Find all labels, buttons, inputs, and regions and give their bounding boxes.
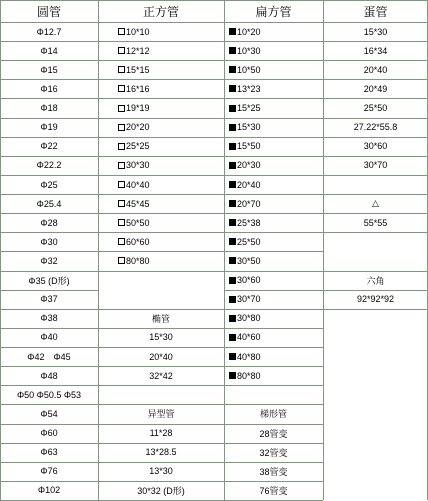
grid-vertical-line	[224, 0, 225, 500]
flat-tube-cell-text: 40*80	[237, 351, 261, 362]
flat-tube-cell[interactable]	[224, 118, 323, 137]
flat-tube-cell[interactable]	[224, 79, 323, 98]
open-square-icon	[118, 124, 125, 131]
grid-horizontal-line	[98, 481, 224, 482]
grid-horizontal-line	[0, 309, 98, 310]
special-tube-header[interactable]: 异型管	[147, 409, 175, 420]
grid-horizontal-line	[224, 156, 323, 157]
flat-tube-cell[interactable]	[224, 328, 323, 347]
filled-square-icon	[229, 85, 236, 92]
grid-horizontal-line	[0, 194, 98, 195]
square-tube-cell-text: 19*19	[126, 103, 150, 114]
open-square-icon	[118, 257, 125, 264]
grid-horizontal-line	[98, 328, 224, 329]
grid-horizontal-line	[323, 98, 428, 99]
grid-horizontal-line	[0, 251, 98, 252]
flat-tube-cell-text: 20*70	[237, 198, 261, 209]
grid-horizontal-line	[224, 137, 323, 138]
square-tube-cell-text: 16*16	[126, 83, 150, 94]
round-pipe-cell[interactable]: Φ30	[40, 236, 58, 247]
square-tube-cell[interactable]	[98, 232, 224, 251]
flat-tube-cell[interactable]	[224, 41, 323, 60]
grid-horizontal-line	[98, 309, 224, 310]
filled-square-icon	[229, 372, 236, 379]
grid-horizontal-line	[323, 271, 428, 272]
filled-square-icon	[229, 219, 236, 226]
grid-horizontal-line	[98, 232, 224, 233]
filled-square-icon	[229, 162, 236, 169]
grid-horizontal-line	[0, 156, 98, 157]
flat-tube-cell-text: 13*23	[237, 83, 261, 94]
grid-horizontal-line	[98, 385, 224, 386]
square-tube-cell-text: 12*12	[126, 45, 150, 56]
square-tube-cell-text: 25*25	[126, 141, 150, 152]
grid-vertical-line	[98, 0, 99, 500]
egg-tube-cell[interactable]: 25*50	[363, 103, 388, 114]
open-square-icon	[118, 143, 125, 150]
header-cell[interactable]: 扁方管	[255, 4, 292, 19]
trapezoid-tube-header[interactable]: 梯形管	[259, 409, 287, 420]
grid-horizontal-line	[0, 79, 98, 80]
flat-tube-cell-text: 80*80	[237, 370, 261, 381]
filled-square-icon	[229, 238, 236, 245]
grid-horizontal-line	[0, 60, 98, 61]
grid-horizontal-line	[323, 309, 428, 310]
open-square-icon	[118, 181, 125, 188]
grid-horizontal-line	[0, 22, 428, 23]
grid-horizontal-line	[0, 481, 98, 482]
grid-horizontal-line	[0, 98, 98, 99]
round-pipe-cell[interactable]: Φ40	[40, 332, 58, 343]
grid-horizontal-line	[224, 385, 323, 386]
egg-tube-cell[interactable]: 20*40	[363, 64, 388, 75]
special-tube-cell[interactable]: 11*28	[149, 428, 173, 439]
flat-tube-cell-text: 40*60	[237, 332, 261, 343]
grid-horizontal-line	[98, 462, 224, 463]
grid-horizontal-line	[323, 156, 428, 157]
grid-horizontal-line	[0, 175, 98, 176]
filled-square-icon	[229, 28, 236, 35]
round-pipe-cell[interactable]: Φ14	[40, 45, 58, 56]
flat-tube-cell-text: 25*50	[237, 236, 261, 247]
round-pipe-cell[interactable]: Φ76	[40, 466, 58, 477]
grid-horizontal-line	[323, 290, 428, 291]
grid-horizontal-line	[323, 79, 428, 80]
square-tube-cell-text: 45*45	[126, 198, 150, 209]
grid-horizontal-line	[224, 213, 323, 214]
flat-tube-cell[interactable]	[224, 232, 323, 251]
round-pipe-cell[interactable]: Φ60	[40, 428, 58, 439]
grid-horizontal-line	[98, 41, 224, 42]
filled-square-icon	[229, 257, 236, 264]
grid-horizontal-line	[0, 118, 98, 119]
grid-horizontal-line	[224, 328, 323, 329]
special-tube-cell[interactable]: 13*30	[149, 466, 173, 477]
square-tube-cell-text: 20*20	[126, 122, 150, 133]
square-tube-cell[interactable]	[98, 98, 224, 117]
round-pipe-cell[interactable]: Φ48	[40, 370, 58, 381]
grid-horizontal-line	[224, 79, 323, 80]
grid-horizontal-line	[224, 232, 323, 233]
flat-tube-cell-text: 10*50	[237, 64, 261, 75]
square-tube-cell-text: 50*50	[126, 217, 150, 228]
flat-tube-cell[interactable]	[224, 175, 323, 194]
flat-tube-cell[interactable]	[224, 366, 323, 385]
filled-square-icon	[229, 143, 236, 150]
grid-horizontal-line	[224, 443, 323, 444]
filled-square-icon	[229, 200, 236, 207]
flat-tube-cell-text: 30*60	[237, 275, 261, 286]
square-tube-cell-text: 80*80	[126, 255, 150, 266]
grid-horizontal-line	[0, 0, 428, 1]
grid-horizontal-line	[0, 385, 98, 386]
grid-horizontal-line	[98, 79, 224, 80]
grid-horizontal-line	[224, 175, 323, 176]
oval-tube-header[interactable]: 椭管	[151, 313, 170, 324]
grid-horizontal-line	[98, 60, 224, 61]
grid-horizontal-line	[224, 41, 323, 42]
square-tube-cell-text: 10*10	[126, 26, 150, 37]
grid-horizontal-line	[0, 424, 98, 425]
round-pipe-cell[interactable]: Φ28	[40, 217, 58, 228]
oval-tube-cell[interactable]: 32*42	[149, 370, 173, 381]
round-pipe-cell[interactable]: Φ16	[40, 83, 58, 94]
square-tube-cell[interactable]	[98, 41, 224, 60]
header-cell[interactable]: 蛋管	[363, 4, 388, 19]
grid-horizontal-line	[0, 271, 98, 272]
grid-horizontal-line	[224, 251, 323, 252]
oval-tube-cell[interactable]: 15*30	[149, 332, 173, 343]
grid-horizontal-line	[98, 175, 224, 176]
header-cell[interactable]: 圆管	[36, 4, 61, 19]
grid-vertical-line	[0, 0, 1, 500]
grid-horizontal-line	[0, 290, 98, 291]
grid-horizontal-line	[98, 98, 224, 99]
grid-horizontal-line	[0, 137, 98, 138]
egg-tube-cell[interactable]: 30*70	[363, 160, 388, 171]
filled-square-icon	[229, 296, 236, 303]
grid-horizontal-line	[224, 194, 323, 195]
grid-horizontal-line	[98, 271, 224, 272]
open-square-icon	[118, 85, 125, 92]
filled-square-icon	[229, 353, 236, 360]
square-tube-cell-text: 40*40	[126, 179, 150, 190]
grid-horizontal-line	[0, 404, 98, 405]
grid-horizontal-line	[224, 424, 323, 425]
flat-tube-cell[interactable]	[224, 60, 323, 79]
square-tube-cell-text: 30*30	[126, 160, 150, 171]
trapezoid-tube-cell[interactable]: 28管变	[259, 428, 288, 439]
flat-tube-cell[interactable]	[224, 137, 323, 156]
filled-square-icon	[229, 124, 236, 131]
grid-horizontal-line	[0, 443, 98, 444]
filled-square-icon	[229, 315, 236, 322]
open-square-icon	[118, 162, 125, 169]
grid-vertical-line	[323, 0, 324, 500]
trapezoid-tube-cell[interactable]: 76管变	[259, 485, 288, 496]
grid-horizontal-line	[224, 366, 323, 367]
grid-horizontal-line	[323, 232, 428, 233]
open-square-icon	[118, 105, 125, 112]
grid-horizontal-line	[0, 213, 98, 214]
flat-tube-cell-text: 15*50	[237, 141, 261, 152]
round-pipe-cell[interactable]: Φ37	[40, 294, 58, 305]
grid-horizontal-line	[98, 366, 224, 367]
grid-horizontal-line	[323, 194, 428, 195]
flat-tube-cell[interactable]	[224, 156, 323, 175]
grid-horizontal-line	[98, 347, 224, 348]
egg-tube-cell[interactable]: 15*30	[363, 26, 388, 37]
grid-horizontal-line	[98, 404, 224, 405]
round-pipe-cell[interactable]: Φ15	[40, 64, 58, 75]
flat-tube-cell[interactable]	[224, 22, 323, 41]
open-square-icon	[118, 28, 125, 35]
open-square-icon	[118, 47, 125, 54]
flat-tube-cell[interactable]	[224, 213, 323, 232]
square-tube-cell-text: 15*15	[126, 64, 150, 75]
square-tube-cell[interactable]	[98, 175, 224, 194]
grid-horizontal-line	[224, 462, 323, 463]
flat-tube-cell-text: 30*50	[237, 255, 261, 266]
filled-square-icon	[229, 47, 236, 54]
grid-horizontal-line	[224, 347, 323, 348]
grid-horizontal-line	[0, 366, 98, 367]
hex-header[interactable]: 六角	[366, 275, 385, 286]
grid-horizontal-line	[323, 41, 428, 42]
egg-tube-cell[interactable]: 27.22*55.8	[353, 122, 398, 133]
square-tube-cell[interactable]	[98, 79, 224, 98]
grid-horizontal-line	[224, 290, 323, 291]
grid-horizontal-line	[323, 137, 428, 138]
grid-horizontal-line	[0, 462, 98, 463]
filled-square-icon	[229, 277, 236, 284]
square-tube-cell[interactable]	[98, 22, 224, 41]
square-tube-cell[interactable]	[98, 60, 224, 79]
round-pipe-cell[interactable]: Φ18	[40, 103, 58, 114]
grid-horizontal-line	[98, 424, 224, 425]
square-tube-cell[interactable]	[98, 118, 224, 137]
round-pipe-cell[interactable]: Φ22	[40, 141, 58, 152]
grid-horizontal-line	[0, 328, 98, 329]
grid-horizontal-line	[323, 213, 428, 214]
flat-tube-cell-text: 25*38	[237, 217, 261, 228]
flat-tube-cell[interactable]	[224, 347, 323, 366]
square-tube-cell-text: 60*60	[126, 236, 150, 247]
round-pipe-cell[interactable]: Φ38	[40, 313, 58, 324]
open-square-icon	[118, 66, 125, 73]
round-pipe-cell[interactable]: Φ102	[37, 485, 61, 496]
square-tube-cell[interactable]	[98, 213, 224, 232]
special-tube-cell[interactable]: 13*28.5	[145, 447, 177, 458]
round-pipe-cell[interactable]: Φ50 Φ50.5 Φ53	[16, 389, 82, 400]
filled-square-icon	[229, 181, 236, 188]
egg-tube-cell[interactable]: 30*60	[363, 141, 388, 152]
grid-horizontal-line	[98, 137, 224, 138]
grid-horizontal-line	[0, 347, 98, 348]
square-tube-cell[interactable]	[98, 194, 224, 213]
round-pipe-cell[interactable]: Φ19	[40, 122, 58, 133]
round-pipe-cell[interactable]: Φ63	[40, 447, 58, 458]
grid-horizontal-line	[98, 194, 224, 195]
grid-horizontal-line	[323, 118, 428, 119]
grid-horizontal-line	[98, 213, 224, 214]
flat-tube-cell-text: 30*80	[237, 313, 261, 324]
grid-horizontal-line	[224, 404, 323, 405]
round-pipe-cell[interactable]: Φ25	[40, 179, 58, 190]
round-pipe-cell[interactable]: Φ32	[40, 255, 58, 266]
round-pipe-cell[interactable]: Φ35 (D形)	[28, 275, 70, 286]
flat-tube-cell-text: 15*25	[237, 103, 261, 114]
grid-horizontal-line	[224, 481, 323, 482]
header-cell[interactable]: 正方管	[142, 4, 179, 19]
grid-horizontal-line	[224, 309, 323, 310]
trapezoid-tube-cell[interactable]: 32管变	[259, 447, 288, 458]
grid-horizontal-line	[224, 271, 323, 272]
special-tube-cell[interactable]: 30*32 (D形)	[137, 485, 185, 496]
grid-horizontal-line	[98, 156, 224, 157]
filled-square-icon	[229, 334, 236, 341]
round-pipe-cell[interactable]: Φ25.4	[36, 198, 62, 209]
triangle-header[interactable]: △	[372, 198, 379, 209]
flat-tube-cell-text: 15*30	[237, 122, 261, 133]
flat-tube-cell[interactable]	[224, 194, 323, 213]
round-pipe-cell[interactable]: Φ54	[40, 408, 58, 419]
egg-tube-cell[interactable]: 16*34	[363, 45, 388, 56]
round-pipe-cell[interactable]: Φ42 Φ45	[27, 352, 71, 363]
grid-horizontal-line	[0, 41, 98, 42]
grid-horizontal-line	[0, 232, 98, 233]
grid-horizontal-line	[98, 443, 224, 444]
square-tube-cell[interactable]	[98, 251, 224, 270]
flat-tube-cell[interactable]	[224, 290, 323, 309]
flat-tube-cell[interactable]	[224, 98, 323, 117]
flat-tube-cell-text: 30*70	[237, 294, 261, 305]
grid-horizontal-line	[98, 251, 224, 252]
flat-tube-cell[interactable]	[224, 309, 323, 328]
flat-tube-cell-text: 10*30	[237, 45, 261, 56]
oval-tube-cell[interactable]: 20*40	[149, 351, 173, 362]
open-square-icon	[118, 219, 125, 226]
grid-horizontal-line	[224, 60, 323, 61]
grid-horizontal-line	[224, 118, 323, 119]
triangle-cell[interactable]: 55*55	[363, 217, 388, 228]
grid-horizontal-line	[224, 98, 323, 99]
open-square-icon	[118, 238, 125, 245]
flat-tube-cell-text: 20*30	[237, 160, 261, 171]
grid-horizontal-line	[323, 60, 428, 61]
grid-horizontal-line	[323, 175, 428, 176]
egg-tube-cell[interactable]: 20*49	[363, 83, 388, 94]
filled-square-icon	[229, 105, 236, 112]
filled-square-icon	[229, 66, 236, 73]
round-pipe-cell[interactable]: Φ22.2	[36, 160, 62, 171]
square-tube-cell[interactable]	[98, 137, 224, 156]
hex-cell[interactable]: 92*92*92	[356, 294, 395, 305]
grid-horizontal-line	[98, 118, 224, 119]
flat-tube-cell[interactable]	[224, 271, 323, 290]
flat-tube-cell-text: 20*40	[237, 179, 261, 190]
open-square-icon	[118, 200, 125, 207]
flat-tube-cell[interactable]	[224, 251, 323, 270]
flat-tube-cell-text: 10*20	[237, 26, 261, 37]
trapezoid-tube-cell[interactable]: 38管变	[259, 466, 288, 477]
round-pipe-cell[interactable]: Φ12.7	[36, 26, 62, 37]
square-tube-cell[interactable]	[98, 156, 224, 175]
